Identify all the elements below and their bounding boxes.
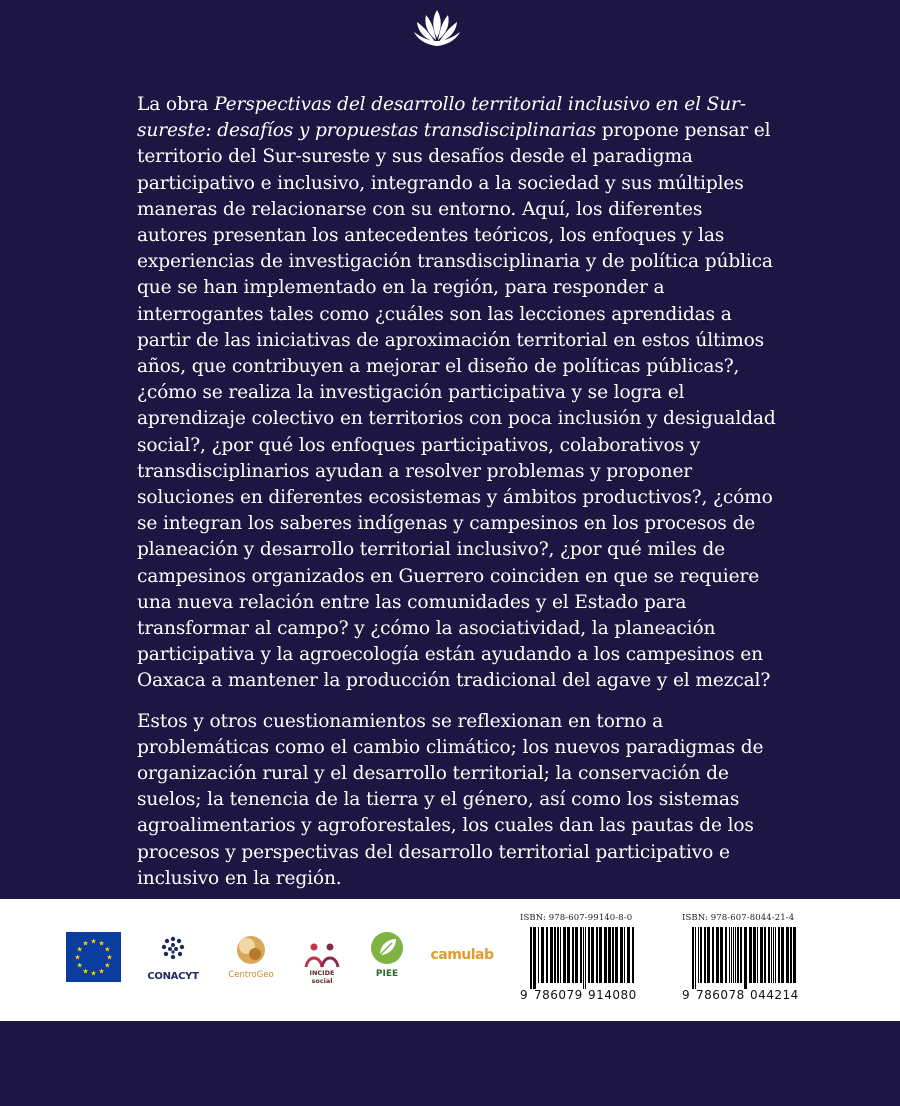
barcode-bar — [572, 927, 574, 983]
barcode-bar — [707, 927, 710, 983]
eu-star: ★ — [98, 939, 105, 948]
isbn-barcode-2 — [682, 913, 804, 1002]
paragraph-2: Estos y otros cuestionamientos se reflexionan en torno a problemáticas como el cambio climático; los nuevos paradigmas de organización rural y el desarrollo territorial; la conservación de suelos; la tenencia de la tierra y el género, así como los sistemas agroalimentarios y agroforestales, los cuales dan las pautas de los procesos y perspectivas del desarrollo territorial participativo e inclusivo en la región. — [137, 710, 764, 889]
centrogeo-logo — [222, 933, 280, 983]
barcode-bar — [698, 927, 699, 983]
people-icon — [298, 941, 346, 969]
conacyt-label: CONACYT — [147, 971, 199, 982]
piee-label: PIEE — [375, 969, 399, 979]
paragraph-1 — [137, 92, 777, 695]
incide-social-logo — [298, 941, 346, 985]
barcode-bar — [550, 927, 553, 983]
barcode-bar — [790, 927, 792, 983]
barcode-bar — [591, 927, 594, 983]
barcode-icon — [520, 927, 638, 989]
barcode-bar — [760, 927, 763, 983]
eu-star: ★ — [90, 969, 97, 978]
isbn-label: ISBN: 978-607-99140-8-0 — [520, 913, 633, 923]
barcode-icon — [682, 927, 800, 989]
barcode-bar — [563, 927, 566, 983]
barcode-bar — [546, 927, 548, 983]
globe-icon — [222, 933, 280, 969]
barcode-bar — [775, 927, 776, 983]
eu-star: ★ — [76, 945, 83, 954]
eu-star: ★ — [104, 945, 111, 954]
barcode-bar — [585, 927, 586, 989]
barcode-lead-digit: 9 — [682, 988, 690, 1002]
barcode-bar — [583, 927, 584, 989]
barcode-bar — [695, 927, 696, 989]
barcode-group-right: 914080 — [588, 988, 637, 1002]
isbn-label: ISBN: 978-607-8044-21-4 — [682, 913, 795, 923]
barcode-bar — [624, 927, 625, 983]
barcode-bar — [768, 927, 770, 983]
camulab-label: camulab — [430, 947, 494, 963]
incide-label: INCIDE social — [309, 969, 335, 985]
barcode-digits — [520, 988, 642, 1002]
barcode-bar — [773, 927, 774, 983]
barcode-bar — [729, 927, 730, 983]
barcode-bar — [533, 927, 536, 989]
barcode-bar — [749, 927, 752, 983]
barcode-bar — [786, 927, 789, 983]
lotus-icon — [412, 8, 462, 50]
barcode-bar — [575, 927, 578, 983]
eu-star: ★ — [98, 967, 105, 976]
barcode-bar — [615, 927, 618, 983]
barcode-bar — [541, 927, 544, 983]
eu-stars-icon — [66, 932, 121, 982]
barcode-bar — [764, 927, 766, 983]
eu-star: ★ — [104, 961, 111, 970]
barcode-bar — [567, 927, 570, 983]
barcode-bar — [632, 927, 634, 983]
barcode-bar — [627, 927, 630, 983]
eu-star: ★ — [90, 937, 97, 946]
centrogeo-label: CentroGeo — [228, 970, 274, 980]
barcode-bar — [740, 927, 742, 983]
barcode-bar — [725, 927, 727, 983]
barcode-bar — [781, 927, 784, 983]
footer-logo-band — [0, 899, 900, 1021]
eu-flag-logo — [66, 932, 121, 982]
barcode-bar — [580, 927, 582, 983]
eu-star: ★ — [82, 939, 89, 948]
barcode-bar — [588, 927, 590, 983]
barcode-group-left: 786078 — [696, 988, 745, 1002]
barcode-bar — [735, 927, 736, 983]
barcode-bar — [712, 927, 714, 983]
barcode-bar — [608, 927, 611, 983]
leaf-icon — [368, 931, 406, 967]
barcode-bar — [737, 927, 739, 983]
barcode-bar — [716, 927, 719, 983]
barcode-bar — [596, 927, 598, 983]
barcode-bar — [753, 927, 756, 983]
barcode-bar — [700, 927, 702, 983]
barcode-lead-digit: 9 — [520, 988, 528, 1002]
eu-star: ★ — [106, 953, 113, 962]
paragraph-1-intro: La obra — [137, 94, 215, 115]
barcode-bar — [733, 927, 734, 983]
back-cover-text — [137, 92, 777, 892]
isbn-barcode-1 — [520, 913, 642, 1002]
barcode-bar — [530, 927, 532, 989]
barcode-bar — [793, 927, 796, 983]
barcode-bar — [771, 927, 772, 983]
barcode-group-left: 786079 — [534, 988, 583, 1002]
eu-star: ★ — [82, 967, 89, 976]
barcode-bar — [620, 927, 623, 983]
paragraph-1-body: propone pensar el territorio del Sur-sureste y sus desafíos desde el paradigma participativo e inclusivo, integrando a la sociedad y sus múltiples maneras de relacionarse con su entorno. Aquí, los diferentes autores presentan los antecedentes teóricos, los enfoques y las experiencias de investigación transdisciplinaria y de política pública que se han implementado en la región, para responder a interrogantes tales como ¿cuáles son las lecciones aprendidas a partir de las iniciativas de aproximación territorial en estos últimos años, que contribuyen a mejorar el diseño de políticas públicas?, ¿cómo se realiza la investigación participativa y se logra el aprendizaje colectivo en territorios con poca inclusión y desigualdad social?, ¿por qué los enfoques participativos, colaborativos y transdisciplinarios ayudan a resolver problemas y proponer soluciones en diferentes ecosistemas y ámbitos productivos?, ¿cómo se integran los saberes indígenas y campesinos en los procesos de planeación y desarrollo territorial inclusivo?, ¿por qué miles de campesinos organizados en Guerrero coinciden en que se requiere una nueva relación entre las comunidades y el Estado para transformar al campo? y ¿cómo la asociatividad, la planeación participativa y la agroecología están ayudando a los campesinos en Oaxaca a mantener la producción tradicional del agave y el mezcal? — [137, 120, 776, 692]
barcode-bar — [744, 927, 747, 989]
conacyt-logo — [142, 933, 204, 983]
barcode-bar — [538, 927, 539, 983]
barcode-bar — [757, 927, 758, 983]
barcode-bar — [731, 927, 732, 983]
barcode-bar — [692, 927, 694, 989]
book-title: Perspectivas del desarrollo territorial inclusivo en el Sur-sureste: desafíos y propuestas transdisciplinarias — [137, 94, 746, 142]
barcode-bar — [704, 927, 706, 983]
barcode-bar — [557, 927, 559, 983]
barcode-bar — [554, 927, 556, 983]
barcode-bar — [778, 927, 780, 983]
barcode-bar — [560, 927, 561, 983]
barcode-digits — [682, 988, 804, 1002]
conacyt-emblem-icon — [142, 933, 204, 969]
barcode-bar — [720, 927, 723, 983]
eu-star: ★ — [74, 953, 81, 962]
barcode-bar — [604, 927, 607, 983]
piee-logo — [368, 931, 406, 985]
camulab-logo — [428, 947, 496, 983]
eu-star: ★ — [76, 961, 83, 970]
barcode-bar — [612, 927, 614, 983]
barcode-group-right: 044214 — [750, 988, 799, 1002]
barcode-bar — [599, 927, 602, 983]
